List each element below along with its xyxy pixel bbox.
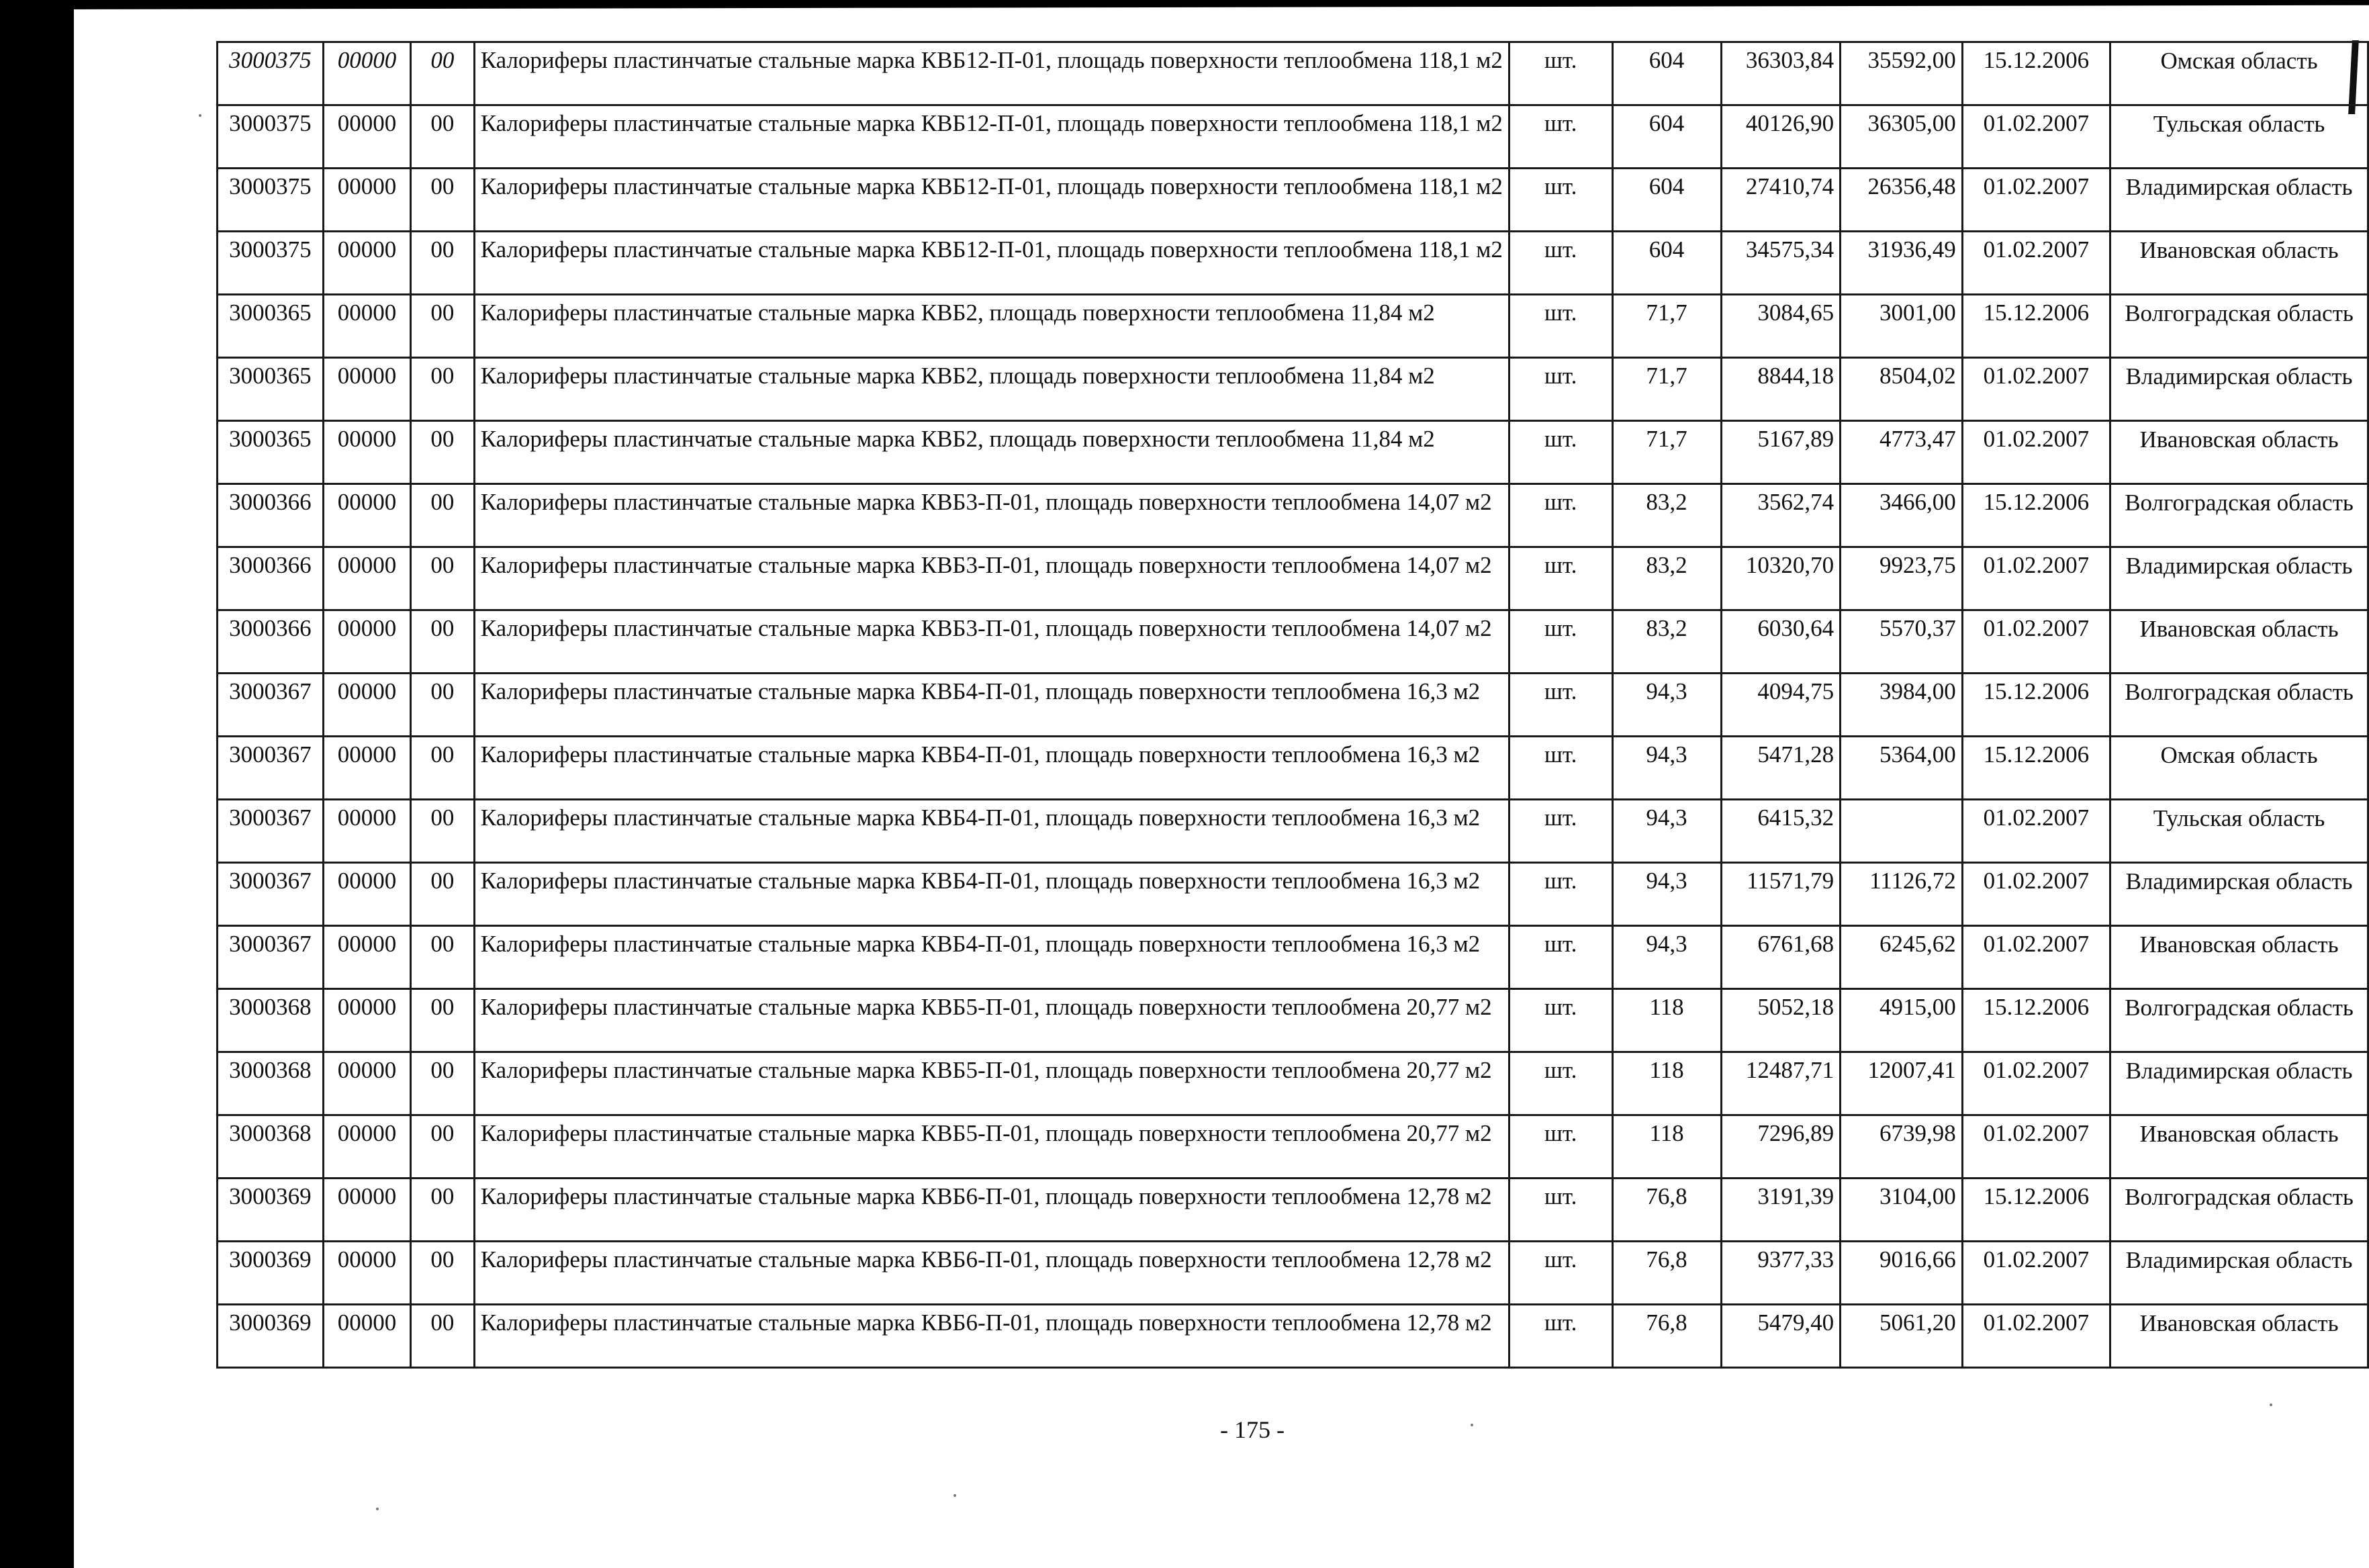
price-with-vat-cell: 6761,68 bbox=[1721, 926, 1841, 989]
date-cell: 01.02.2007 bbox=[1962, 421, 2110, 484]
price-with-vat-cell: 6415,32 bbox=[1721, 800, 1841, 863]
unit-cell: шт. bbox=[1509, 105, 1612, 169]
unit-cell: шт. bbox=[1509, 1242, 1612, 1305]
item-name-cell: Калориферы пластинчатые стальные марка КВБ12-П-01, площадь поверхности теплообмена 118,1 м2 bbox=[474, 232, 1509, 295]
price-with-vat-cell: 11571,79 bbox=[1721, 863, 1841, 926]
quantity-cell: 604 bbox=[1612, 169, 1721, 232]
table-row bbox=[218, 863, 2368, 926]
quantity-cell: 118 bbox=[1612, 989, 1721, 1052]
price-without-vat-cell: 9016,66 bbox=[1841, 1242, 1963, 1305]
item-name-cell: Калориферы пластинчатые стальные марка КВБ5-П-01, площадь поверхности теплообмена 20,77 м2 bbox=[474, 1115, 1509, 1179]
item-name-cell: Калориферы пластинчатые стальные марка КВБ6-П-01, площадь поверхности теплообмена 12,78 м2 bbox=[474, 1305, 1509, 1368]
table-row bbox=[218, 42, 2368, 105]
date-cell: 01.02.2007 bbox=[1962, 1305, 2110, 1368]
price-with-vat-cell: 36303,84 bbox=[1721, 42, 1841, 105]
item-code-cell: 3000366 bbox=[218, 610, 324, 674]
item-code-cell: 3000375 bbox=[218, 232, 324, 295]
unit-cell: шт. bbox=[1509, 737, 1612, 800]
group-code-cell: 00 bbox=[411, 863, 475, 926]
item-name-cell: Калориферы пластинчатые стальные марка КВБ12-П-01, площадь поверхности теплообмена 118,1 м2 bbox=[474, 169, 1509, 232]
region-cell: Ивановская область bbox=[2110, 926, 2368, 989]
scan-speck bbox=[2270, 1403, 2272, 1406]
table-row bbox=[218, 674, 2368, 737]
item-name-cell: Калориферы пластинчатые стальные марка КВБ12-П-01, площадь поверхности теплообмена 118,1 м2 bbox=[474, 105, 1509, 169]
quantity-cell: 76,8 bbox=[1612, 1242, 1721, 1305]
price-without-vat-cell: 11126,72 bbox=[1841, 863, 1963, 926]
group-code-cell: 00 bbox=[411, 421, 475, 484]
table-row bbox=[218, 926, 2368, 989]
price-without-vat-cell: 5061,20 bbox=[1841, 1305, 1963, 1368]
price-with-vat-cell: 4094,75 bbox=[1721, 674, 1841, 737]
item-name-cell: Калориферы пластинчатые стальные марка КВБ4-П-01, площадь поверхности теплообмена 16,3 м2 bbox=[474, 926, 1509, 989]
unit-cell: шт. bbox=[1509, 169, 1612, 232]
date-cell: 01.02.2007 bbox=[1962, 1115, 2110, 1179]
scan-edge-left bbox=[0, 0, 74, 1568]
price-without-vat-cell: 6739,98 bbox=[1841, 1115, 1963, 1179]
scan-edge-top bbox=[40, 0, 2369, 9]
price-with-vat-cell: 8844,18 bbox=[1721, 358, 1841, 421]
region-cell: Тульская область bbox=[2110, 800, 2368, 863]
unit-cell: шт. bbox=[1509, 610, 1612, 674]
item-code-cell: 3000367 bbox=[218, 863, 324, 926]
table-row bbox=[218, 169, 2368, 232]
date-cell: 01.02.2007 bbox=[1962, 169, 2110, 232]
date-cell: 01.02.2007 bbox=[1962, 610, 2110, 674]
table-row bbox=[218, 484, 2368, 547]
group-code-cell: 00 bbox=[411, 1305, 475, 1368]
region-cell: Волгоградская область bbox=[2110, 295, 2368, 358]
item-code-cell: 3000366 bbox=[218, 484, 324, 547]
sub-code-cell: 00000 bbox=[323, 169, 410, 232]
group-code-cell: 00 bbox=[411, 295, 475, 358]
group-code-cell: 00 bbox=[411, 989, 475, 1052]
group-code-cell: 00 bbox=[411, 1052, 475, 1115]
scan-speck bbox=[954, 1494, 956, 1497]
sub-code-cell: 00000 bbox=[323, 1052, 410, 1115]
item-code-cell: 3000369 bbox=[218, 1179, 324, 1242]
unit-cell: шт. bbox=[1509, 232, 1612, 295]
date-cell: 01.02.2007 bbox=[1962, 547, 2110, 610]
sub-code-cell: 00000 bbox=[323, 926, 410, 989]
quantity-cell: 71,7 bbox=[1612, 421, 1721, 484]
item-name-cell: Калориферы пластинчатые стальные марка КВБ3-П-01, площадь поверхности теплообмена 14,07 м2 bbox=[474, 547, 1509, 610]
item-name-cell: Калориферы пластинчатые стальные марка КВБ6-П-01, площадь поверхности теплообмена 12,78 м2 bbox=[474, 1242, 1509, 1305]
group-code-cell: 00 bbox=[411, 105, 475, 169]
sub-code-cell: 00000 bbox=[323, 610, 410, 674]
item-name-cell: Калориферы пластинчатые стальные марка КВБ4-П-01, площадь поверхности теплообмена 16,3 м2 bbox=[474, 863, 1509, 926]
sub-code-cell: 00000 bbox=[323, 1305, 410, 1368]
sub-code-cell: 00000 bbox=[323, 421, 410, 484]
table-row bbox=[218, 1305, 2368, 1368]
item-code-cell: 3000369 bbox=[218, 1305, 324, 1368]
quantity-cell: 604 bbox=[1612, 105, 1721, 169]
unit-cell: шт. bbox=[1509, 295, 1612, 358]
table-row bbox=[218, 989, 2368, 1052]
item-name-cell: Калориферы пластинчатые стальные марка КВБ2, площадь поверхности теплообмена 11,84 м2 bbox=[474, 421, 1509, 484]
price-with-vat-cell: 10320,70 bbox=[1721, 547, 1841, 610]
date-cell: 15.12.2006 bbox=[1962, 674, 2110, 737]
price-without-vat-cell bbox=[1841, 800, 1963, 863]
price-without-vat-cell: 3466,00 bbox=[1841, 484, 1963, 547]
item-name-cell: Калориферы пластинчатые стальные марка КВБ5-П-01, площадь поверхности теплообмена 20,77 м2 bbox=[474, 989, 1509, 1052]
sub-code-cell: 00000 bbox=[323, 737, 410, 800]
price-without-vat-cell: 3984,00 bbox=[1841, 674, 1963, 737]
price-without-vat-cell: 5364,00 bbox=[1841, 737, 1963, 800]
sub-code-cell: 00000 bbox=[323, 989, 410, 1052]
price-with-vat-cell: 3562,74 bbox=[1721, 484, 1841, 547]
table-row bbox=[218, 800, 2368, 863]
quantity-cell: 71,7 bbox=[1612, 358, 1721, 421]
table-row bbox=[218, 358, 2368, 421]
region-cell: Ивановская область bbox=[2110, 610, 2368, 674]
quantity-cell: 118 bbox=[1612, 1052, 1721, 1115]
table-row bbox=[218, 1052, 2368, 1115]
table-body bbox=[218, 42, 2368, 1368]
unit-cell: шт. bbox=[1509, 863, 1612, 926]
date-cell: 01.02.2007 bbox=[1962, 1242, 2110, 1305]
region-cell: Владимирская область bbox=[2110, 169, 2368, 232]
price-with-vat-cell: 7296,89 bbox=[1721, 1115, 1841, 1179]
date-cell: 01.02.2007 bbox=[1962, 105, 2110, 169]
item-name-cell: Калориферы пластинчатые стальные марка КВБ2, площадь поверхности теплообмена 11,84 м2 bbox=[474, 295, 1509, 358]
price-with-vat-cell: 40126,90 bbox=[1721, 105, 1841, 169]
table-row bbox=[218, 1179, 2368, 1242]
price-with-vat-cell: 5167,89 bbox=[1721, 421, 1841, 484]
date-cell: 01.02.2007 bbox=[1962, 358, 2110, 421]
region-cell: Владимирская область bbox=[2110, 358, 2368, 421]
price-without-vat-cell: 4773,47 bbox=[1841, 421, 1963, 484]
table-row bbox=[218, 421, 2368, 484]
price-without-vat-cell: 9923,75 bbox=[1841, 547, 1963, 610]
item-code-cell: 3000366 bbox=[218, 547, 324, 610]
quantity-cell: 94,3 bbox=[1612, 737, 1721, 800]
item-name-cell: Калориферы пластинчатые стальные марка КВБ3-П-01, площадь поверхности теплообмена 14,07 м2 bbox=[474, 484, 1509, 547]
region-cell: Владимирская область bbox=[2110, 1242, 2368, 1305]
price-without-vat-cell: 26356,48 bbox=[1841, 169, 1963, 232]
item-name-cell: Калориферы пластинчатые стальные марка КВБ4-П-01, площадь поверхности теплообмена 16,3 м2 bbox=[474, 800, 1509, 863]
unit-cell: шт. bbox=[1509, 674, 1612, 737]
item-code-cell: 3000375 bbox=[218, 42, 324, 105]
table-row bbox=[218, 105, 2368, 169]
item-code-cell: 3000365 bbox=[218, 295, 324, 358]
sub-code-cell: 00000 bbox=[323, 42, 410, 105]
price-without-vat-cell: 6245,62 bbox=[1841, 926, 1963, 989]
price-without-vat-cell: 35592,00 bbox=[1841, 42, 1963, 105]
price-with-vat-cell: 34575,34 bbox=[1721, 232, 1841, 295]
sub-code-cell: 00000 bbox=[323, 1179, 410, 1242]
scan-speck bbox=[1471, 1424, 1473, 1426]
unit-cell: шт. bbox=[1509, 42, 1612, 105]
quantity-cell: 83,2 bbox=[1612, 547, 1721, 610]
table-row bbox=[218, 737, 2368, 800]
group-code-cell: 00 bbox=[411, 1115, 475, 1179]
sub-code-cell: 00000 bbox=[323, 547, 410, 610]
date-cell: 01.02.2007 bbox=[1962, 926, 2110, 989]
quantity-cell: 83,2 bbox=[1612, 610, 1721, 674]
sub-code-cell: 00000 bbox=[323, 674, 410, 737]
sub-code-cell: 00000 bbox=[323, 1115, 410, 1179]
item-name-cell: Калориферы пластинчатые стальные марка КВБ2, площадь поверхности теплообмена 11,84 м2 bbox=[474, 358, 1509, 421]
date-cell: 01.02.2007 bbox=[1962, 232, 2110, 295]
unit-cell: шт. bbox=[1509, 1052, 1612, 1115]
sub-code-cell: 00000 bbox=[323, 863, 410, 926]
region-cell: Ивановская область bbox=[2110, 1305, 2368, 1368]
unit-cell: шт. bbox=[1509, 1305, 1612, 1368]
price-without-vat-cell: 3104,00 bbox=[1841, 1179, 1963, 1242]
region-cell: Омская область bbox=[2110, 42, 2368, 105]
price-without-vat-cell: 8504,02 bbox=[1841, 358, 1963, 421]
price-table bbox=[216, 41, 2369, 1369]
item-code-cell: 3000367 bbox=[218, 800, 324, 863]
item-name-cell: Калориферы пластинчатые стальные марка КВБ5-П-01, площадь поверхности теплообмена 20,77 м2 bbox=[474, 1052, 1509, 1115]
quantity-cell: 94,3 bbox=[1612, 926, 1721, 989]
table-row bbox=[218, 610, 2368, 674]
date-cell: 15.12.2006 bbox=[1962, 42, 2110, 105]
group-code-cell: 00 bbox=[411, 169, 475, 232]
group-code-cell: 00 bbox=[411, 737, 475, 800]
item-code-cell: 3000365 bbox=[218, 421, 324, 484]
region-cell: Тульская область bbox=[2110, 105, 2368, 169]
unit-cell: шт. bbox=[1509, 484, 1612, 547]
quantity-cell: 118 bbox=[1612, 1115, 1721, 1179]
item-code-cell: 3000368 bbox=[218, 989, 324, 1052]
sub-code-cell: 00000 bbox=[323, 232, 410, 295]
date-cell: 01.02.2007 bbox=[1962, 1052, 2110, 1115]
price-without-vat-cell: 5570,37 bbox=[1841, 610, 1963, 674]
region-cell: Владимирская область bbox=[2110, 863, 2368, 926]
page-number: - 175 - bbox=[1220, 1416, 1285, 1443]
quantity-cell: 94,3 bbox=[1612, 674, 1721, 737]
unit-cell: шт. bbox=[1509, 1179, 1612, 1242]
price-without-vat-cell: 36305,00 bbox=[1841, 105, 1963, 169]
price-with-vat-cell: 6030,64 bbox=[1721, 610, 1841, 674]
item-name-cell: Калориферы пластинчатые стальные марка КВБ4-П-01, площадь поверхности теплообмена 16,3 м2 bbox=[474, 737, 1509, 800]
region-cell: Волгоградская область bbox=[2110, 674, 2368, 737]
quantity-cell: 83,2 bbox=[1612, 484, 1721, 547]
sub-code-cell: 00000 bbox=[323, 484, 410, 547]
region-cell: Волгоградская область bbox=[2110, 484, 2368, 547]
item-code-cell: 3000375 bbox=[218, 105, 324, 169]
date-cell: 15.12.2006 bbox=[1962, 484, 2110, 547]
table-row bbox=[218, 232, 2368, 295]
quantity-cell: 94,3 bbox=[1612, 863, 1721, 926]
price-without-vat-cell: 12007,41 bbox=[1841, 1052, 1963, 1115]
table-row bbox=[218, 295, 2368, 358]
table-row bbox=[218, 1115, 2368, 1179]
sub-code-cell: 00000 bbox=[323, 800, 410, 863]
region-cell: Владимирская область bbox=[2110, 1052, 2368, 1115]
price-with-vat-cell: 9377,33 bbox=[1721, 1242, 1841, 1305]
group-code-cell: 00 bbox=[411, 1242, 475, 1305]
sub-code-cell: 00000 bbox=[323, 358, 410, 421]
quantity-cell: 604 bbox=[1612, 232, 1721, 295]
date-cell: 15.12.2006 bbox=[1962, 737, 2110, 800]
price-with-vat-cell: 12487,71 bbox=[1721, 1052, 1841, 1115]
region-cell: Волгоградская область bbox=[2110, 1179, 2368, 1242]
sub-code-cell: 00000 bbox=[323, 295, 410, 358]
item-name-cell: Калориферы пластинчатые стальные марка КВБ4-П-01, площадь поверхности теплообмена 16,3 м2 bbox=[474, 674, 1509, 737]
region-cell: Ивановская область bbox=[2110, 421, 2368, 484]
item-name-cell: Калориферы пластинчатые стальные марка КВБ3-П-01, площадь поверхности теплообмена 14,07 м2 bbox=[474, 610, 1509, 674]
unit-cell: шт. bbox=[1509, 989, 1612, 1052]
table-row bbox=[218, 547, 2368, 610]
region-cell: Волгоградская область bbox=[2110, 989, 2368, 1052]
quantity-cell: 76,8 bbox=[1612, 1179, 1721, 1242]
sub-code-cell: 00000 bbox=[323, 105, 410, 169]
region-cell: Омская область bbox=[2110, 737, 2368, 800]
item-name-cell: Калориферы пластинчатые стальные марка КВБ12-П-01, площадь поверхности теплообмена 118,1 м2 bbox=[474, 42, 1509, 105]
price-without-vat-cell: 31936,49 bbox=[1841, 232, 1963, 295]
item-code-cell: 3000367 bbox=[218, 926, 324, 989]
date-cell: 15.12.2006 bbox=[1962, 295, 2110, 358]
item-code-cell: 3000368 bbox=[218, 1052, 324, 1115]
quantity-cell: 76,8 bbox=[1612, 1305, 1721, 1368]
unit-cell: шт. bbox=[1509, 800, 1612, 863]
quantity-cell: 604 bbox=[1612, 42, 1721, 105]
unit-cell: шт. bbox=[1509, 547, 1612, 610]
price-with-vat-cell: 5479,40 bbox=[1721, 1305, 1841, 1368]
price-with-vat-cell: 3191,39 bbox=[1721, 1179, 1841, 1242]
quantity-cell: 94,3 bbox=[1612, 800, 1721, 863]
group-code-cell: 00 bbox=[411, 484, 475, 547]
item-code-cell: 3000365 bbox=[218, 358, 324, 421]
sub-code-cell: 00000 bbox=[323, 1242, 410, 1305]
table-row bbox=[218, 1242, 2368, 1305]
unit-cell: шт. bbox=[1509, 1115, 1612, 1179]
item-name-cell: Калориферы пластинчатые стальные марка КВБ6-П-01, площадь поверхности теплообмена 12,78 м2 bbox=[474, 1179, 1509, 1242]
group-code-cell: 00 bbox=[411, 800, 475, 863]
region-cell: Ивановская область bbox=[2110, 1115, 2368, 1179]
group-code-cell: 00 bbox=[411, 1179, 475, 1242]
unit-cell: шт. bbox=[1509, 358, 1612, 421]
date-cell: 01.02.2007 bbox=[1962, 800, 2110, 863]
scan-speck bbox=[376, 1508, 379, 1510]
region-cell: Владимирская область bbox=[2110, 547, 2368, 610]
group-code-cell: 00 bbox=[411, 674, 475, 737]
region-cell: Ивановская область bbox=[2110, 232, 2368, 295]
scan-speck bbox=[199, 114, 201, 117]
item-code-cell: 3000367 bbox=[218, 674, 324, 737]
date-cell: 15.12.2006 bbox=[1962, 1179, 2110, 1242]
price-with-vat-cell: 5052,18 bbox=[1721, 989, 1841, 1052]
quantity-cell: 71,7 bbox=[1612, 295, 1721, 358]
price-with-vat-cell: 3084,65 bbox=[1721, 295, 1841, 358]
group-code-cell: 00 bbox=[411, 610, 475, 674]
item-code-cell: 3000368 bbox=[218, 1115, 324, 1179]
group-code-cell: 00 bbox=[411, 232, 475, 295]
item-code-cell: 3000367 bbox=[218, 737, 324, 800]
unit-cell: шт. bbox=[1509, 926, 1612, 989]
item-code-cell: 3000375 bbox=[218, 169, 324, 232]
group-code-cell: 00 bbox=[411, 547, 475, 610]
group-code-cell: 00 bbox=[411, 926, 475, 989]
price-with-vat-cell: 5471,28 bbox=[1721, 737, 1841, 800]
group-code-cell: 00 bbox=[411, 358, 475, 421]
price-without-vat-cell: 3001,00 bbox=[1841, 295, 1963, 358]
price-without-vat-cell: 4915,00 bbox=[1841, 989, 1963, 1052]
date-cell: 15.12.2006 bbox=[1962, 989, 2110, 1052]
item-code-cell: 3000369 bbox=[218, 1242, 324, 1305]
group-code-cell: 00 bbox=[411, 42, 475, 105]
price-with-vat-cell: 27410,74 bbox=[1721, 169, 1841, 232]
date-cell: 01.02.2007 bbox=[1962, 863, 2110, 926]
unit-cell: шт. bbox=[1509, 421, 1612, 484]
